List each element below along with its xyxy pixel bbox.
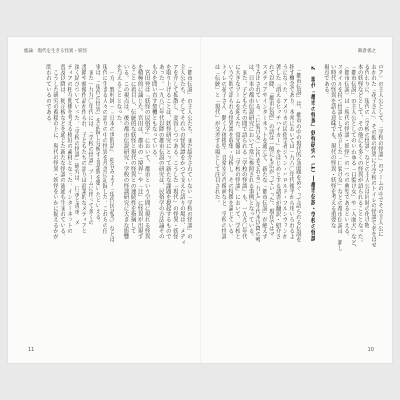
text-line: また、子どもたちの間で語られる「学校の怪談」も、一九九〇年代 [240,64,247,240]
text-line: うになった。アメリカの民俗学者ジャン・ハロルド・ブルンヴァンが [281,64,288,240]
text-line: れて以降、「都市伝説」の語は一般にも広がっていった。現在ではマ [267,64,274,237]
text-line: は、日本の都市伝説研究において常に参照される事例となっている。 [247,64,254,240]
text-line: 問われているのである。 [45,64,52,127]
text-line: い時代の怪異を語る意味でも、現代の怪異・妖怪を考える重要な [329,64,336,229]
text-line: は「伝統」と「現代」が交差する場として注目された。 [213,64,220,206]
text-line: 著した『消えるヒッチハイカー』をはじめとする諸書が翻訳・紹介さ [274,64,281,240]
page-number-right: 10 [367,347,374,353]
text-line: あった。一九八〇年代以降の都市伝説の研究は、民俗学の方法論その [157,64,164,240]
text-line: を積極的に論じた。宮田は、都市の「境界」や「辻」に怪異が出現す [136,64,143,240]
section-heading: 2 現代「都市の怪異」妖怪研究へ（1）―都市伝説・学校の怪談 [309,66,316,242]
text-line: ものを問い直す契機ともなっている。 [150,64,157,161]
running-head-left: 総論 現代を生きる怪異・妖怪 [24,49,87,54]
text-line: 「都市伝説」の主人公たち、まだ紹介されていない「学校の怪談」の [186,64,192,240]
text-line: 事は、「現代の怪異」を記録し分析する基盤を築いたといえる。 [94,64,101,226]
text-line: 一方、野村純一『日本の世間話』、松谷みよ子『現代民話考』などは、 [108,64,115,248]
text-line [315,64,322,340]
page-number-left: 11 [28,347,35,353]
running-head-right: 飯倉義之 [358,49,376,54]
text-line: スメディアやインターネットを通じて、新たな「都市伝説」が絶えず [261,64,268,240]
text-line: また一九九〇年代には、「学校の怪談」ブームに伴って多くの [87,64,94,226]
text-line: に大きなブームを迎えた。常光徹は『学校の怪談』において、学校と [234,64,241,240]
text-line: スタイルを持つ怪談として成立した「口裂け女」などの都市伝説は、新し [336,64,343,251]
text-line: を取り上げることは、妖怪研究にとって新たな課題を提起するもので [164,64,171,240]
text-line: 主人公たち、そしてそれらの怪異譚をかつて支えた語りの場は、メディ [178,64,185,246]
text-line: る代わりに、現代の〈学校の怪談〉などの主人公は同時の化け物 [363,64,370,229]
gutter [200,37,201,363]
right-page-text [213,64,383,340]
book-spread [8,37,392,363]
text-line: 指す概念であり、本邦においては一九八〇年代後半から用いられるよ [288,64,295,240]
text-line: 「都市伝説」は、都市の中の現代的な話題をめぐって語られる伝説を [294,64,301,243]
text-line: 現代に生きる人々の語りの中の怪異を丹念に記録した。これらの仕 [101,64,108,234]
text-line: いう空間で語られる怪異譚を収集・分析し、その特徴を論じている。 [227,64,234,240]
text-line: ディアの相互関係を考える格好の素材となった。インターネットの [66,64,73,234]
text-line: 生み出されている。「口裂け女」に代表される一九七〇年代末以降の噂 [254,64,261,243]
text-line: ロア〉の主人公として、「学校の怪談」のブームの中でその主人公に [377,64,383,237]
text-line: 本の妖怪などとして、その他にも多くの怪異が語られることとなった。 [356,64,363,246]
text-line: 視点である。 [322,64,329,98]
left-page-text [26,64,192,340]
text-line: こうした研究の蓄積の上に、現代の怪異・妖怪をいかに捉えるかが [52,64,59,240]
text-line: 普及以降は、掲示板などを通じた新たな怪談の流通も生まれている。 [59,64,66,240]
text-line: 「都市伝説」の主人公としてのいわゆる「口裂け女」や「人面犬」など、 [349,64,356,251]
text-line: 宮田登は『妖怪の民俗学』において、都市という空間に現れる怪異 [143,64,150,240]
text-line: 〈都市伝説〉は「現代の怪談・妖怪」の一つの典型であるといえる。 [343,64,350,240]
text-line: 深く結びついていった。「学校の怪談」研究は、口承と書承、メ [73,64,80,226]
text-line: おかれた「花子さん」、その他の怪異に小学校のトイレの怪談で名をはせ [370,64,377,248]
text-line: トイレの花子さん、動く人体模型、音楽室の肖像画など、学校の怪談 [220,64,227,240]
text-line [301,64,308,340]
text-line: ることに着目し、伝統的な妖怪と現代の怪異との連続性を指摘して [129,64,136,234]
text-line: 書籍や映像作品が作られ、子どもたちの語りは商業的なメディアと [80,64,87,234]
text-line: いる。この視点は、後の都市伝説研究・学校の怪談研究に大きな影響 [122,64,129,240]
text-line: アを介して拡散し、変容しつつある。こうした「現代」の怪異・妖怪 [171,64,178,240]
text-line: を与えることとなった。 [115,64,122,127]
